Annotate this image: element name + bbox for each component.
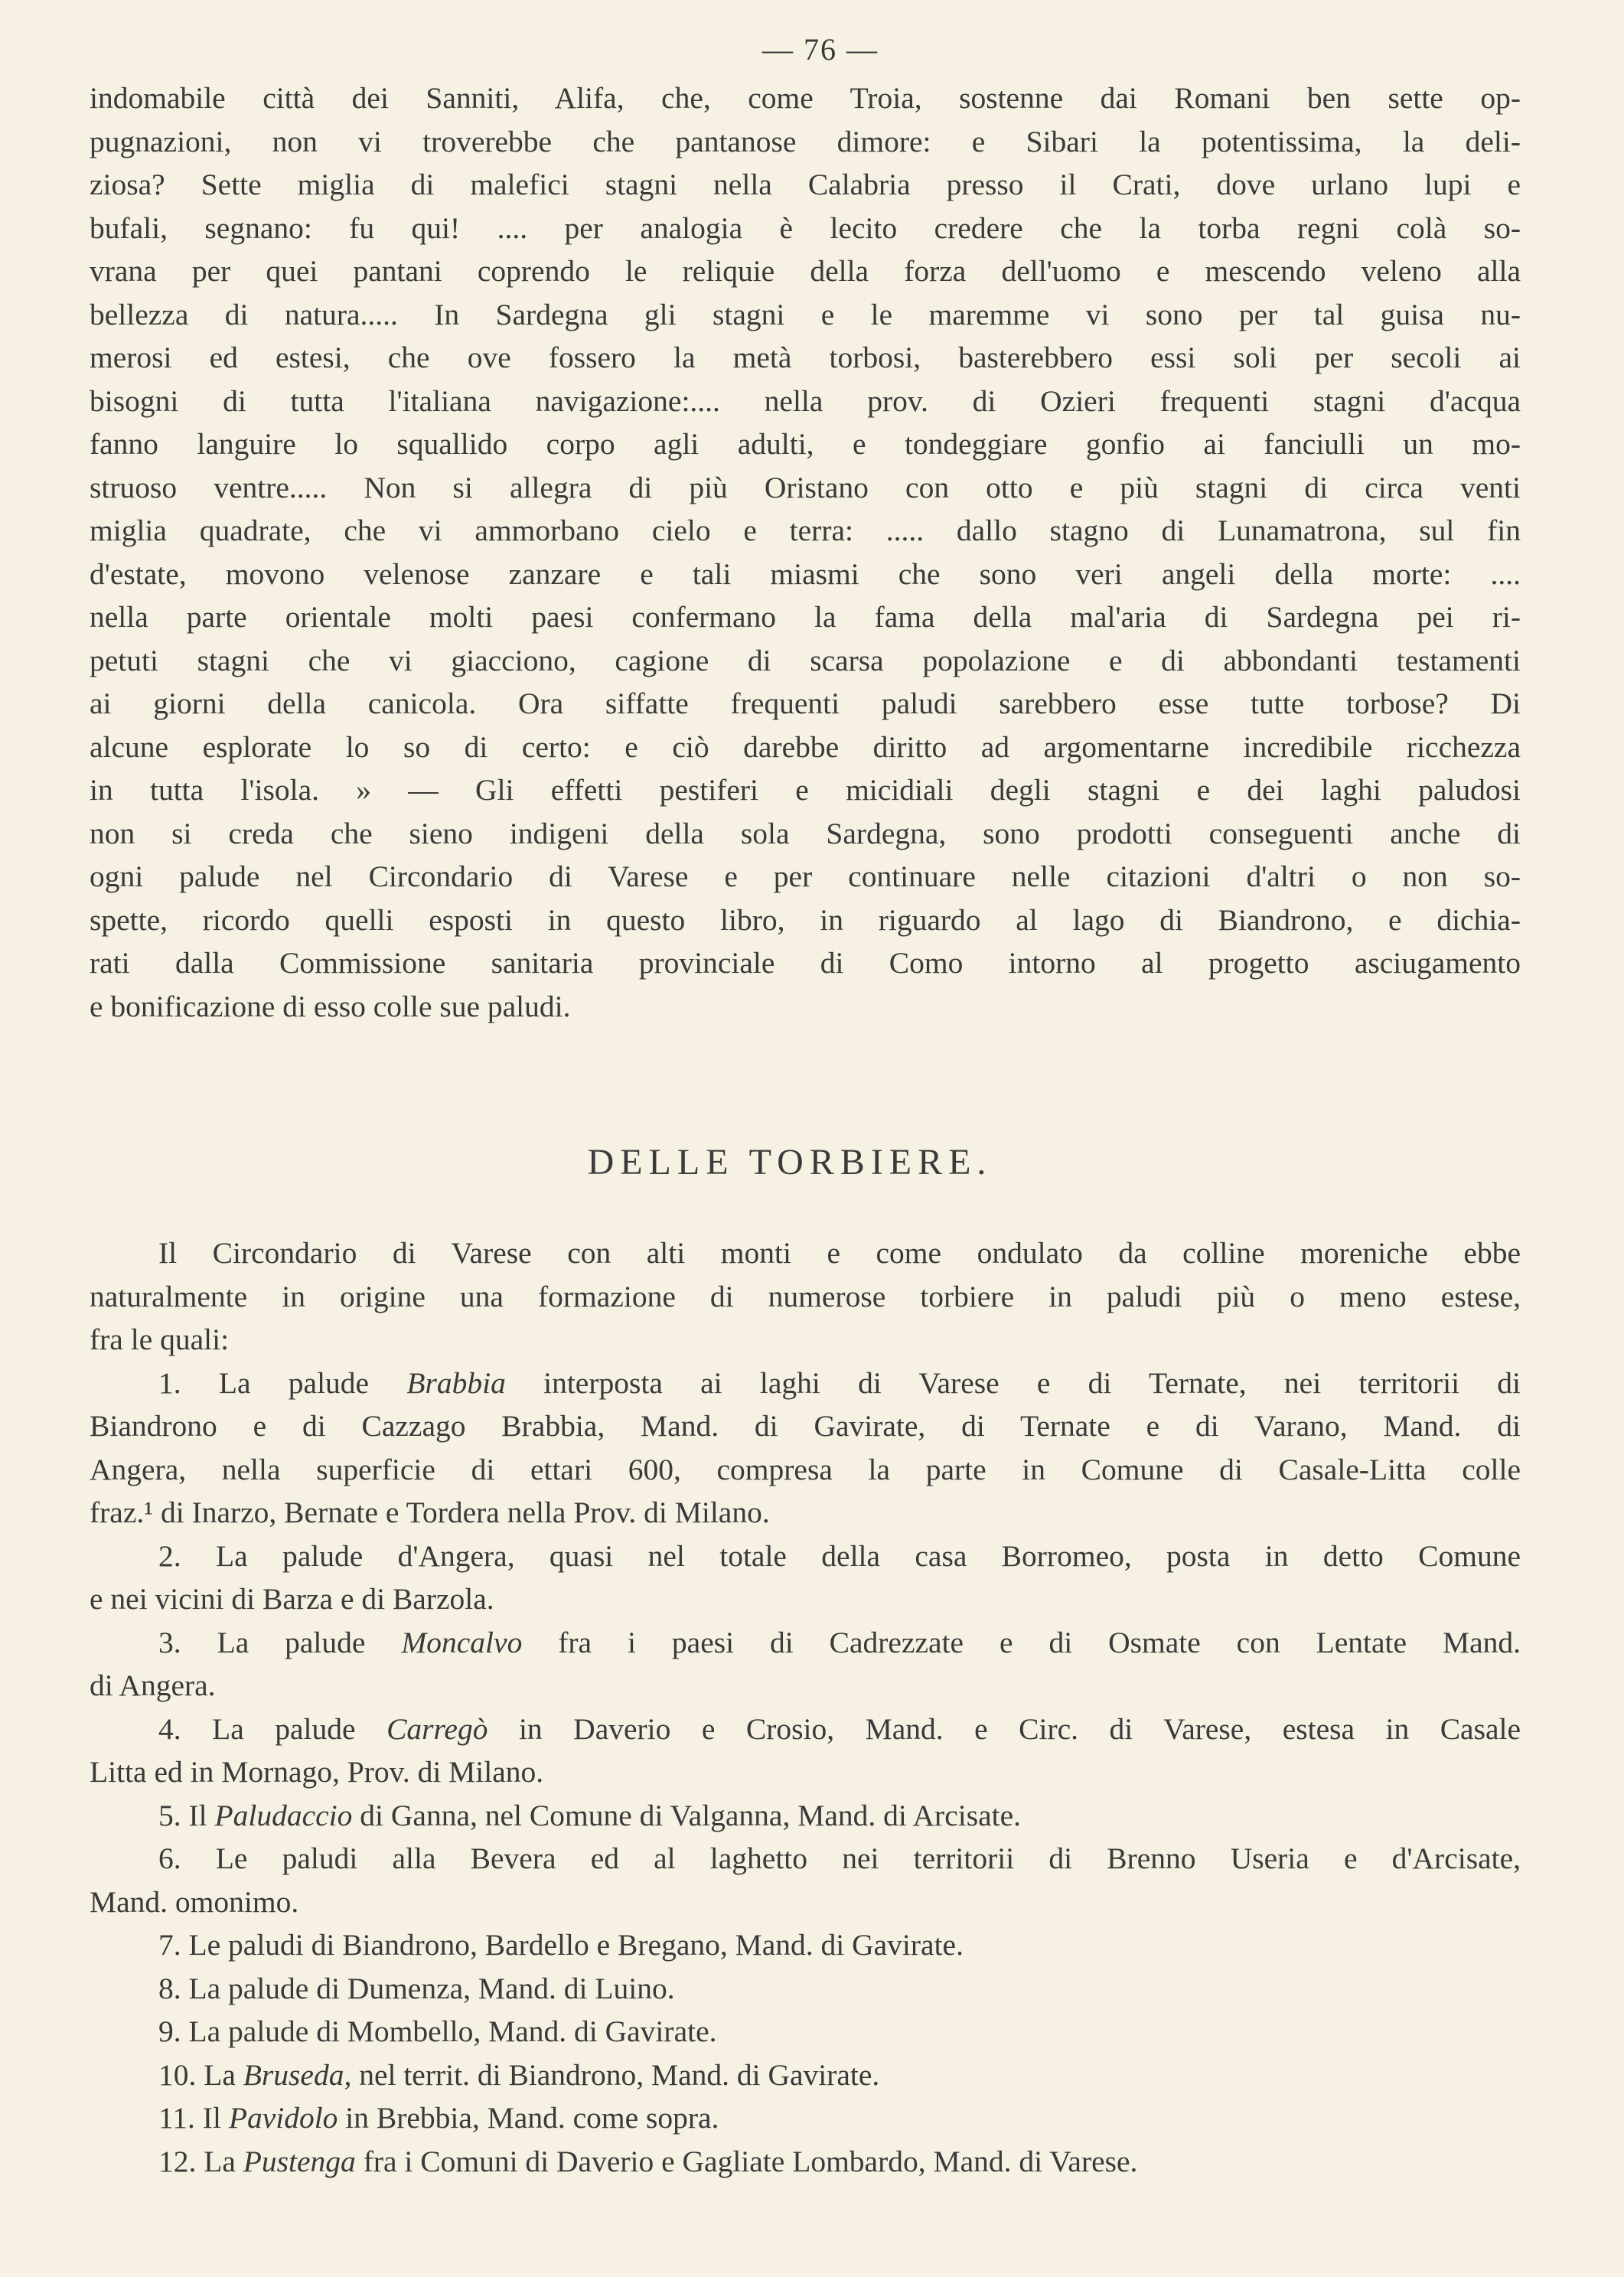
text-line: bisogni di tutta l'italiana navigazione:.... nella prov. di Ozieri frequenti stagni d'acqua <box>90 383 1521 418</box>
list-item-first-line <box>90 2140 1521 2184</box>
list-item <box>90 2096 1521 2140</box>
list-item <box>90 1535 1521 1621</box>
list-item-text: Le paludi di Biandrono, Bardello e Bregano, Mand. di Gavirate. <box>188 1928 964 1962</box>
list-item-first-line <box>90 2010 1521 2054</box>
list-item-first-line <box>90 1362 1521 1405</box>
text-line: bufali, segnano: fu qui! .... per analogia è lecito credere che la torba regni colà so- <box>90 210 1521 245</box>
text-line: petuti stagni che vi giacciono, cagione di scarsa popolazione e di abbondanti testamenti <box>90 643 1521 677</box>
list-item-text: La <box>204 2057 243 2092</box>
list-item-place-name: Brabbia <box>406 1365 506 1400</box>
text-line: d'estate, movono velenose zanzare e tali miasmi che sono veri angeli della morte: .... <box>90 556 1521 591</box>
list-item-continuation-line: fraz.¹ di Inarzo, Bernate e Tordera nella Prov. di Milano. <box>90 1496 770 1529</box>
list-item-text: fra i paesi di Cadrezzate e di Osmate con Lentate Mand. <box>522 1625 1521 1659</box>
list-item-first-line <box>90 2054 1521 2097</box>
list-item-continuation-line: Angera, nella superficie di ettari 600, compresa la parte in Comune di Casale-Litta colle <box>90 1452 1521 1486</box>
section-title: DELLE TORBIERE. <box>587 1142 993 1183</box>
text-line: vrana per quei pantani coprendo le reliquie della forza dell'uomo e mescendo veleno alla <box>90 254 1521 288</box>
text-line: naturalmente in origine una formazione di numerose torbiere in paludi più o meno estese, <box>90 1279 1521 1313</box>
text-line: alcune esplorate lo so di certo: e ciò darebbe diritto ad argomentarne incredibile ricchezza <box>90 729 1521 764</box>
list-item-first-line <box>90 1837 1521 1881</box>
list-item <box>90 1794 1521 1838</box>
list-item-text: Le paludi alla Bevera ed al laghetto nei territorii di Brenno Useria e d'Arcisate, <box>215 1841 1521 1875</box>
list-item-text: di Ganna, nel Comune di Valganna, Mand. di Arcisate. <box>352 1798 1021 1832</box>
list-item-number: 6. <box>158 1841 181 1875</box>
list-item-continuation-line: di Angera. <box>90 1669 216 1702</box>
list-item <box>90 1621 1521 1708</box>
list-item-number: 10. <box>158 2057 197 2092</box>
list-item-continuation-line: e nei vicini di Barza e di Barzola. <box>90 1582 494 1616</box>
list-item-text: in Brebbia, Mand. come sopra. <box>338 2101 719 2135</box>
list-item-continuation-line: Litta ed in Mornago, Prov. di Milano. <box>90 1755 544 1789</box>
text-line: fra le quali: <box>90 1323 230 1356</box>
text-line: in tutta l'isola. » — Gli effetti pestiferi e micidiali degli stagni e dei laghi paludosi <box>90 773 1521 807</box>
text-line: rati dalla Commissione sanitaria provinciale di Como intorno al progetto asciugamento <box>90 946 1521 980</box>
list-item-first-line <box>90 1621 1521 1665</box>
text-line: miglia quadrate, che vi ammorbano cielo e terra: ..... dallo stagno di Lunamatrona, sul fin <box>90 514 1521 547</box>
text-line: bellezza di natura..... In Sardegna gli stagni e le maremme vi sono per tal guisa nu- <box>90 297 1521 331</box>
intro-paragraph <box>90 1231 1521 1362</box>
page <box>90 23 1521 2183</box>
list-item <box>90 1708 1521 1794</box>
list-item-text: La palude <box>212 1711 387 1746</box>
list-item-text: La <box>204 2144 243 2178</box>
list-item-first-line <box>90 1708 1521 1751</box>
list-item-first-line <box>90 2096 1521 2140</box>
list-item-number: 4. <box>158 1711 181 1746</box>
text-line: ai giorni della canicola. Ora siffatte frequenti paludi sarebbero esse tutte torbose? Di <box>90 687 1521 720</box>
list-item <box>90 2054 1521 2097</box>
text-line: nella parte orientale molti paesi confermano la fama della mal'aria di Sardegna pei ri- <box>90 600 1521 634</box>
list-item-number: 5. <box>158 1798 181 1832</box>
text-line: non si creda che sieno indigeni della sola Sardegna, sono prodotti conseguenti anche di <box>90 816 1521 850</box>
list-item-text: La palude d'Angera, quasi nel totale della casa Borromeo, posta in detto Comune <box>215 1538 1521 1573</box>
list-item-text: nel territ. di Biandrono, Mand. di Gavirate. <box>351 2057 880 2092</box>
text-line: ziosa? Sette miglia di malefici stagni nella Calabria presso il Crati, dove urlano lupi e <box>90 168 1521 201</box>
list-item-first-line <box>90 1923 1521 1967</box>
list-item-number: 7. <box>158 1928 181 1962</box>
list-item-text: La palude <box>218 1365 407 1400</box>
text-line: indomabile città dei Sanniti, Alifa, che, come Troia, sostenne dai Romani ben sette op- <box>90 81 1521 115</box>
list-item-text: Il <box>188 1798 215 1832</box>
list-item-place-name: Pustenga <box>243 2144 356 2178</box>
text-line: pugnazioni, non vi troverebbe che pantanose dimore: e Sibari la potentissima, la deli- <box>90 124 1521 158</box>
text-line: struoso ventre..... Non si allegra di più Oristano con otto e più stagni di circa venti <box>90 470 1521 504</box>
list-item-text: La palude <box>217 1625 402 1659</box>
continued-paragraph <box>90 77 1521 1028</box>
list-item-place-name: Pavidolo <box>228 2101 338 2135</box>
list-item-text: interposta ai laghi di Varese e di Ternate, nei territorii di <box>505 1365 1521 1400</box>
text-line: spette, ricordo quelli esposti in questo libro, in riguardo al lago di Biandrono, e dichia- <box>90 902 1521 937</box>
list-item <box>90 1837 1521 1923</box>
text-line: merosi ed estesi, che ove fossero la metà torbosi, basterebbero essi soli per secoli ai <box>90 341 1521 374</box>
text-line: fanno languire lo squallido corpo agli adulti, e tondeggiare gonfio ai fanciulli un mo- <box>90 427 1521 461</box>
peat-bog-list <box>90 1362 1521 2184</box>
list-item-number: 9. <box>158 2014 181 2048</box>
list-item-number: 2. <box>158 1538 181 1573</box>
list-item-place-name: Bruseda, <box>243 2057 352 2092</box>
list-item-first-line <box>90 1535 1521 1578</box>
page-number: — 76 — <box>762 32 879 67</box>
list-item <box>90 2140 1521 2184</box>
list-item-first-line <box>90 1967 1521 2011</box>
list-item <box>90 1967 1521 2011</box>
text-line: ogni palude nel Circondario di Varese e per continuare nelle citazioni d'altri o non so- <box>90 860 1521 893</box>
list-item-place-name: Carregò <box>386 1711 488 1746</box>
list-item-number: 1. <box>158 1365 181 1400</box>
list-item-continuation-line: Mand. omonimo. <box>90 1884 299 1919</box>
list-item-place-name: Moncalvo <box>401 1625 523 1659</box>
list-item-text: in Daverio e Crosio, Mand. e Circ. di Varese, estesa in Casale <box>488 1711 1521 1746</box>
text-line: Il Circondario di Varese con alti monti e come ondulato da colline moreniche ebbe <box>158 1236 1521 1270</box>
list-item-number: 12. <box>158 2144 197 2178</box>
list-item-text: La palude di Dumenza, Mand. di Luino. <box>188 1971 675 2005</box>
list-item-continuation-line: Biandrono e di Cazzago Brabbia, Mand. di Gavirate, di Ternate e di Varano, Mand. di <box>90 1409 1521 1443</box>
list-item-number: 3. <box>158 1625 181 1659</box>
list-item-first-line <box>90 1794 1521 1838</box>
list-item <box>90 1362 1521 1535</box>
list-item-text: Il <box>202 2101 229 2135</box>
list-item-number: 11. <box>158 2101 195 2135</box>
list-item-place-name: Paludaccio <box>214 1798 353 1832</box>
list-item <box>90 1923 1521 1967</box>
list-item <box>90 2010 1521 2054</box>
text-line: e bonificazione di esso colle sue paludi. <box>90 989 571 1023</box>
list-item-text: fra i Comuni di Daverio e Gagliate Lombardo, Mand. di Varese. <box>355 2144 1138 2178</box>
list-item-text: La palude di Mombello, Mand. di Gavirate. <box>188 2014 717 2048</box>
list-item-number: 8. <box>158 1971 181 2005</box>
